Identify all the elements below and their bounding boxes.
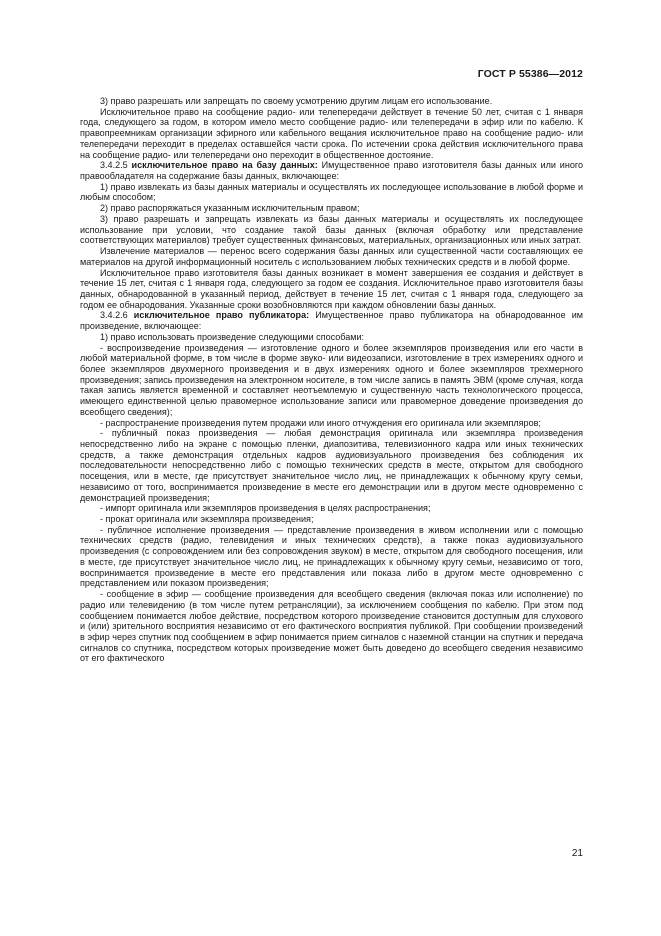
paragraph-5: 2) право распоряжаться указанным исключительным правом; <box>100 203 360 214</box>
clause-term: исключительное право на базу данных: <box>131 160 318 171</box>
page-number: 21 <box>571 848 583 859</box>
paragraph-7: Извлечение материалов — перенос всего содержания базы данных или существенной части составляющих ее материалов на другой информационный носитель с использованием любых технических средств и в любой форме. <box>80 246 583 267</box>
standard-number: ГОСТ Р 55386—2012 <box>477 68 583 80</box>
paragraph-1: 3) право разрешать или запрещать по своему усмотрению другим лицам его использование. <box>100 96 493 106</box>
paragraph-15: - прокат оригинала или экземпляра произведения; <box>100 514 314 525</box>
paragraph-8: Исключительное право изготовителя базы данных возникает в момент завершения ее создания и действует в течение 15 лет, считая с 1 января года, следующего за годом ее создания. Исключительное право изготовителя базы данных, обнародованной в указанный период, действует в течение 15 лет, считая с 1 января года, следующего за годом ее обнародования. Указанные сроки возобновляются при каждом обновлении базы данных. <box>80 267 583 310</box>
clause-number: 3.4.2.5 <box>100 160 128 171</box>
paragraph-4: 1) право извлекать из базы данных материалы и осуществлять их последующее использование в любой форме и любым способом; <box>80 181 583 203</box>
clause-term: исключительное право публикатора: <box>133 310 310 321</box>
clause-number: 3.4.2.6 <box>100 310 128 321</box>
paragraph-17: - сообщение в эфир — сообщение произведения для всеобщего сведения (включая показ или исполнение) по радио или телевидению (в том числе путем ретрансляции), за исключением сообщения по кабелю. При этом под сообщением понимается любое действие, посредством которого произведение становится доступным для слухового и (или) зрительного восприятия независимо от его фактического восприятия публикой. При сообщении произведений в эфир через спутник под сообщением в эфир понимается прием сигналов с наземной станции на спутник и передача сигналов со спутника, посредством которых произведение может быть доведено до всеобщего сведения независимо от его фактического <box>80 589 583 664</box>
paragraph-14: - импорт оригинала или экземпляров произведения в целях распространения; <box>100 503 431 514</box>
clause-3-4-2-5: 3.4.2.5 исключительное право на базу данных: Имущественное право изготовителя базы данных или иного правообладателя на содержание базы данных, включающее: <box>80 160 584 182</box>
clause-3-4-2-6: 3.4.2.6 исключительное право публикатора: Имущественное право публикатора на обнародованное им произведение, включающее: <box>80 310 584 332</box>
paragraph-16: - публичное исполнение произведения — представление произведения в живом исполнении или с помощью технических средств (радио, телевидения и иных технических средств), а также показ аудиовизуального произведения (с сопровождением или без сопровождения звуком) в месте, открытом для свободного посещения, или в месте, где присутствует значительное число лиц, не принадлежащих к обычному кругу семьи, независимо от того, воспринимается произведение в месте его представления или показа либо в другом месте одновременно с представлением или показом произведения; <box>80 524 583 589</box>
paragraph-13: - публичный показ произведения — любая демонстрация оригинала или экземпляра произведения непосредственно либо на экране с помощью пленки, диапозитива, телевизионного кадра или иных технических средств, а также демонстрация отдельных кадров аудиовизуального произведения без соблюдения их последовательности непосредственно либо с помощью технических средств в месте, открытом для свободного посещения, или в месте, где присутствует значительное число лиц, не принадлежащих к обычному кругу семьи, независимо от того, воспринимается произведение в месте его демонстрации или в другом месте одновременно с демонстрацией произведения; <box>80 428 583 503</box>
paragraph-6: 3) право разрешать и запрещать извлекать из базы данных материалы и осуществлять их последующее использование при условии, что создание такой базы данных (включая обработку или представление соответствующих материалов) требует существенных финансовых, материальных, организационных или иных затрат. <box>80 213 583 246</box>
body-text <box>80 96 583 664</box>
paragraph-11: - воспроизведение произведения — изготовление одного и более экземпляров произведения или его части в любой материальной форме, в том числе в форме звуко- или видеозаписи, изготовление в трех измерениях одного и более экземпляров двухмерного произведения и в двух измерениях одного и более экземпляров трехмерного произведения; запись произведения на электронном носителе, в том числе запись в память ЭВМ (кроме случая, когда такая запись является временной и составляет неотъемлемую и существенную часть технологического процесса, имеющего единственной целью правомерное использование записи или правомерное доведение произведения до всеобщего сведения); <box>80 342 583 417</box>
paragraph-2: Исключительное право на сообщение радио- или телепередачи действует в течение 50 лет, считая с 1 января года, следующего за годом, в котором имело место сообщение радио- или телепередачи в эфир или по кабелю. К правопреемникам организации эфирного или кабельного вещания исключительное право на сообщение радио- или телепередачи переходит в пределах оставшейся части срока. По истечении срока действия исключительного права на сообщение радио- или телепередачи оно переходит в общественное достояние. <box>80 106 583 160</box>
paragraph-10: 1) право использовать произведение следующими способами: <box>100 331 365 342</box>
paragraph-12: - распространение произведения путем продажи или иного отчуждения его оригинала или экземпляров; <box>100 417 541 428</box>
